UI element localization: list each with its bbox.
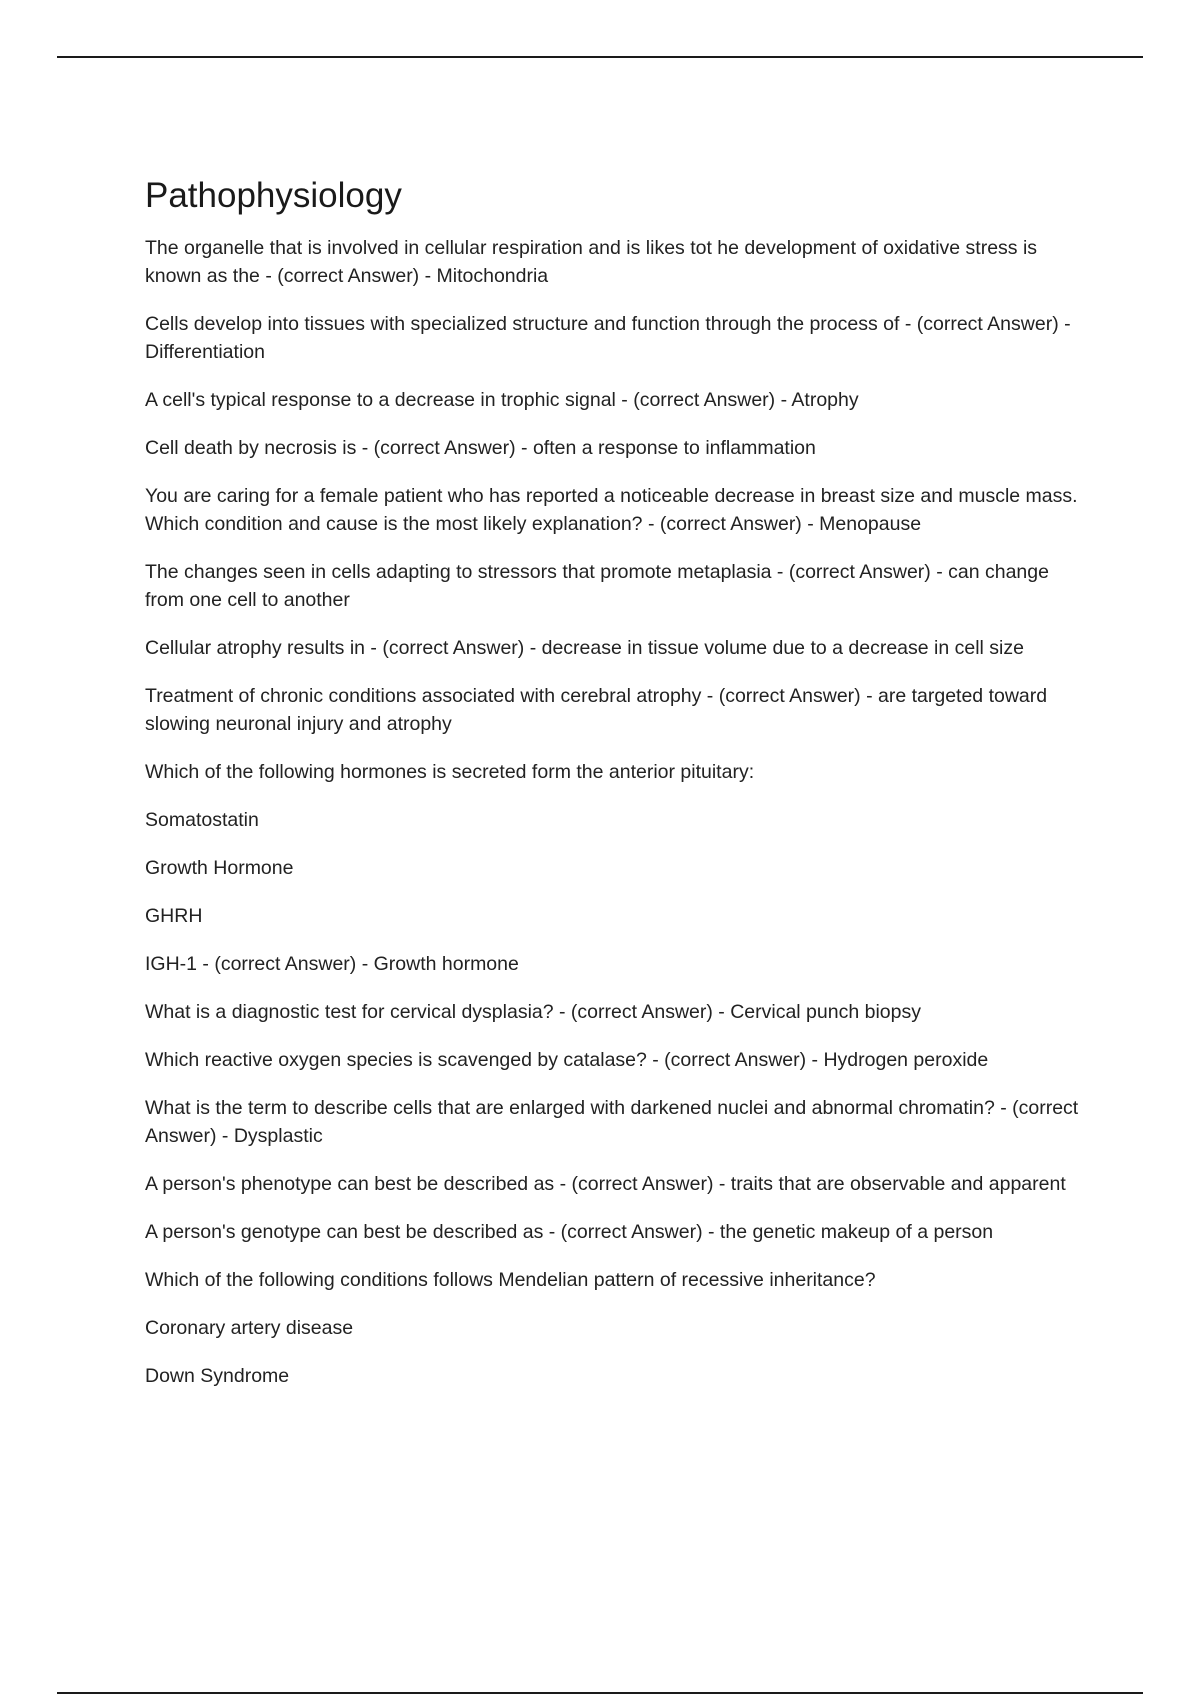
paragraph: A person's genotype can best be described as - (correct Answer) - the genetic makeup of a person	[145, 1221, 994, 1243]
paragraph: Down Syndrome	[145, 1365, 290, 1387]
paragraph: A cell's typical response to a decrease in trophic signal - (correct Answer) - Atrophy	[145, 389, 859, 411]
paragraph: IGH-1 - (correct Answer) - Growth hormone	[145, 953, 519, 975]
paragraph: The changes seen in cells adapting to stressors that promote metaplasia - (correct Answer) - can change from one cell to another	[145, 561, 1049, 611]
paragraph: Which reactive oxygen species is scavenged by catalase? - (correct Answer) - Hydrogen peroxide	[145, 1049, 989, 1071]
paragraph: Growth Hormone	[145, 857, 294, 879]
paragraph: GHRH	[145, 905, 203, 927]
paragraph: Coronary artery disease	[145, 1317, 354, 1339]
paragraph: Which of the following conditions follows Mendelian pattern of recessive inheritance?	[145, 1269, 876, 1291]
paragraph: The organelle that is involved in cellular respiration and is likes tot he development of oxidative stress is known as the - (correct Answer) - Mitochondria	[145, 237, 1038, 287]
paragraph: What is a diagnostic test for cervical dysplasia? - (correct Answer) - Cervical punch biopsy	[145, 1001, 921, 1023]
paragraph: A person's phenotype can best be described as - (correct Answer) - traits that are observable and apparent	[145, 1173, 1066, 1195]
paragraph: Cells develop into tissues with specialized structure and function through the process of - (correct Answer) - Differentiation	[145, 313, 1071, 363]
paragraph: Somatostatin	[145, 809, 259, 831]
paragraph: You are caring for a female patient who has reported a noticeable decrease in breast size and muscle mass. Which condition and cause is the most likely explanation? - (correct Answer) - Menopause	[145, 485, 1078, 535]
paragraph: Cell death by necrosis is - (correct Answer) - often a response to inflammation	[145, 437, 816, 459]
top-rule	[57, 56, 1143, 58]
paragraph: Cellular atrophy results in - (correct Answer) - decrease in tissue volume due to a decrease in cell size	[145, 637, 1024, 659]
page-title: Pathophysiology	[145, 176, 402, 215]
paragraph: Which of the following hormones is secreted form the anterior pituitary:	[145, 761, 755, 783]
paragraph: What is the term to describe cells that are enlarged with darkened nuclei and abnormal chromatin? - (correct Answer) - Dysplastic	[145, 1097, 1079, 1147]
bottom-rule	[57, 1692, 1143, 1694]
paragraph: Treatment of chronic conditions associated with cerebral atrophy - (correct Answer) - are targeted toward slowing neuronal injury and atrophy	[145, 685, 1048, 735]
document-body	[145, 175, 1085, 1410]
